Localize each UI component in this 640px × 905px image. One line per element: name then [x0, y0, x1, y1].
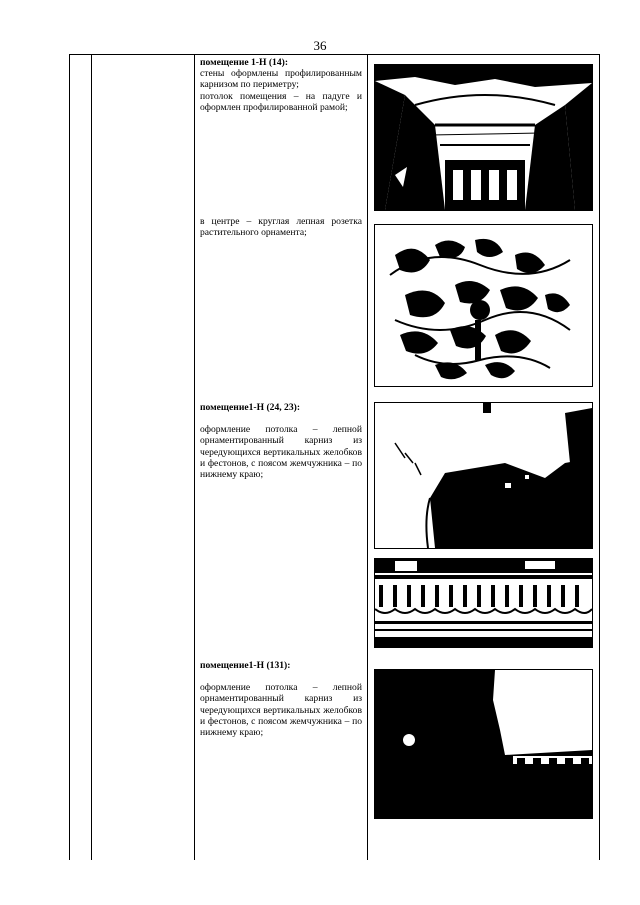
- column-divider-3: [194, 54, 195, 860]
- page-number: 36: [313, 38, 327, 53]
- ceiling-photo-room-24-23: [374, 402, 593, 549]
- room-1n-14-description: [200, 57, 362, 113]
- room-1n-131-description: [200, 660, 362, 738]
- paragraph: стены оформлены профилированным карнизом по периметру;: [200, 68, 362, 91]
- room-heading: помещение1-Н (131):: [200, 660, 291, 671]
- ceiling-photo-room-131: [374, 669, 593, 819]
- column-divider-1: [69, 54, 70, 860]
- paragraph: потолок помещения – на падуге и оформлен профилированной рамой;: [200, 90, 362, 113]
- column-divider-4: [367, 54, 368, 860]
- column-divider-5: [599, 54, 600, 860]
- table-top-border: [69, 54, 600, 55]
- room-heading: помещение 1-Н (14):: [200, 57, 289, 68]
- room-heading: помещение1-Н (24, 23):: [200, 402, 301, 413]
- rosette-photo: [374, 224, 593, 387]
- paragraph: в центре – круглая лепная розетка растительного орнамента;: [200, 216, 362, 239]
- room-1n-24-23-description: [200, 402, 362, 480]
- paragraph: оформление потолка – лепной орнаментированный карниз из чередующихся вертикальных желобков и фестонов, с поясом жемчужника – по нижнему краю;: [200, 424, 362, 481]
- cornice-detail-photo: [374, 558, 593, 648]
- rosette-description: [200, 216, 362, 238]
- ceiling-photo-room-14: [374, 64, 593, 211]
- column-divider-2: [91, 54, 92, 860]
- paragraph: оформление потолка – лепной орнаментированный карниз из чередующихся вертикальных желобков и фестонов, с поясом жемчужника – по нижнему краю;: [200, 682, 362, 739]
